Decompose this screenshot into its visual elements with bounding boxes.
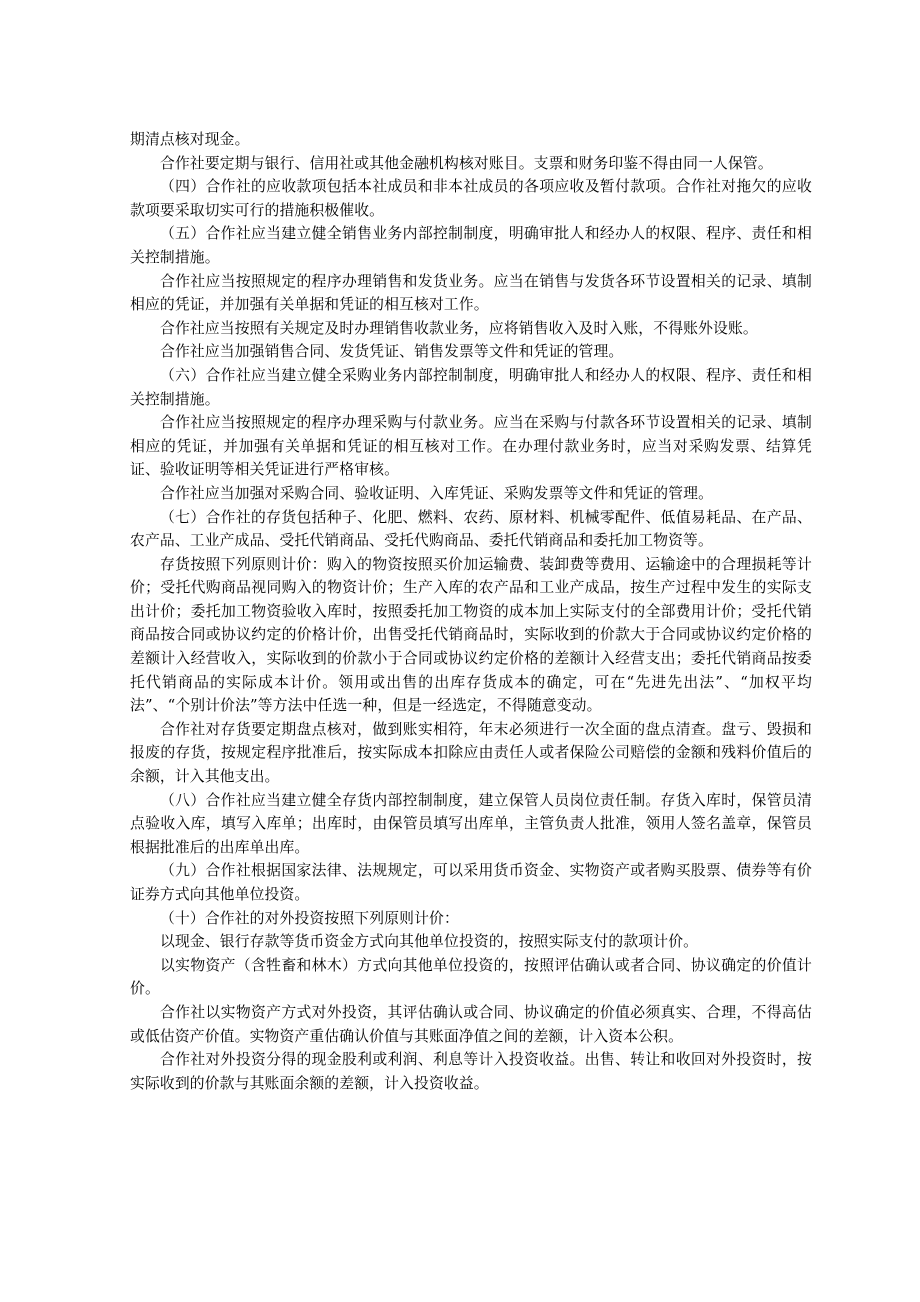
paragraph: 合作社应当按照有关规定及时办理销售收款业务，应将销售收入及时入账，不得账外设账。 <box>160 319 758 337</box>
paragraph: 合作社应当按照规定的程序办理销售和发货业务。应当在销售与发货各环节设置相关的记录、填制相应的凭证，并加强有关单据和凭证的相互核对工作。 <box>130 272 812 314</box>
paragraph: 合作社应当加强对采购合同、验收证明、入库凭证、采购发票等文件和凭证的管理。 <box>160 484 714 502</box>
document-page <box>130 128 812 1095</box>
paragraph: （九）合作社根据国家法律、法规规定，可以采用货币资金、实物资产或者购买股票、债券等有价证券方式向其他单位投资。 <box>130 862 812 903</box>
paragraph: 存货按照下列原则计价：购入的物资按照买价加运输费、装卸费等费用、运输途中的合理损耗等计价；受托代购商品视同购入的物资计价；生产入库的农产品和工业产成品，按生产过程中发生的实际支出计价；委托加工物资验收入库时，按照委托加工物资的成本加上实际支付的全部费用计价；受托代销商品按合同或协议约定的价格计价，出售受托代销商品时，实际收到的价款大于合同或协议约定价格的差额计入经营收入，实际收到的价款小于合同或协议约定价格的差额计入经营支出；委托代销商品按委托代销商品的实际成本计价。领用或出售的出库存货成本的确定，可在“先进先出法”、“加权平均法”、“个别计价法”等方法中任选一种，但是一经选定，不得随意变动。 <box>130 555 812 715</box>
paragraph: （六）合作社应当建立健全采购业务内部控制制度，明确审批人和经办人的权限、程序、责任和相关控制措施。 <box>130 366 812 408</box>
paragraph: 以实物资产（含牲畜和林木）方式向其他单位投资的，按照评估确认或者合同、协议确定的价值计价。 <box>130 956 812 998</box>
paragraph: （七）合作社的存货包括种子、化肥、燃料、农药、原材料、机械零配件、低值易耗品、在产品、农产品、工业产成品、受托代销商品、受托代购商品、委托代销商品和委托加工物资等。 <box>130 508 812 550</box>
paragraph: 合作社对存货要定期盘点核对，做到账实相符，年末必须进行一次全面的盘点清查。盘亏、毁损和报废的存货，按规定程序批准后，按实际成本扣除应由责任人或者保险公司赔偿的金额和残料价值后的余额，计入其他支出。 <box>130 720 812 786</box>
paragraph: 合作社以实物资产方式对外投资，其评估确认或合同、协议确定的价值必须真实、合理，不得高估或低估资产价值。实物资产重估确认价值与其账面净值之间的差额，计入资本公积。 <box>130 1003 812 1045</box>
paragraph: 期清点核对现金。 <box>130 131 250 148</box>
paragraph: （五）合作社应当建立健全销售业务内部控制制度，明确审批人和经办人的权限、程序、责任和相关控制措施。 <box>130 225 812 266</box>
paragraph: （十）合作社的对外投资按照下列原则计价： <box>160 909 459 927</box>
paragraph: 以现金、银行存款等货币资金方式向其他单位投资的，按照实际支付的款项计价。 <box>160 933 699 951</box>
paragraph: （八）合作社应当建立健全存货内部控制制度，建立保管人员岗位责任制。存货入库时，保管员清点验收入库，填写入库单；出库时，由保管员填写出库单，主管负责人批准，领用人签名盖章，保管员根据批准后的出库单出库。 <box>130 791 812 856</box>
paragraph: 合作社要定期与银行、信用社或其他金融机构核对账目。支票和财务印鉴不得由同一人保管。 <box>160 154 773 172</box>
paragraph: 合作社应当按照规定的程序办理采购与付款业务。应当在采购与付款各环节设置相关的记录、填制相应的凭证，并加强有关单据和凭证的相互核对工作。在办理付款业务时，应当对采购发票、结算凭证、验收证明等相关凭证进行严格审核。 <box>130 414 812 479</box>
paragraph: 合作社对外投资分得的现金股利或利润、利息等计入投资收益。出售、转让和收回对外投资时，按实际收到的价款与其账面余额的差额，计入投资收益。 <box>130 1051 812 1092</box>
paragraph: （四）合作社的应收款项包括本社成员和非本社成员的各项应收及暂付款项。合作社对拖欠的应收款项要采取切实可行的措施积极催收。 <box>130 178 812 219</box>
paragraph: 合作社应当加强销售合同、发货凭证、销售发票等文件和凭证的管理。 <box>160 343 624 361</box>
